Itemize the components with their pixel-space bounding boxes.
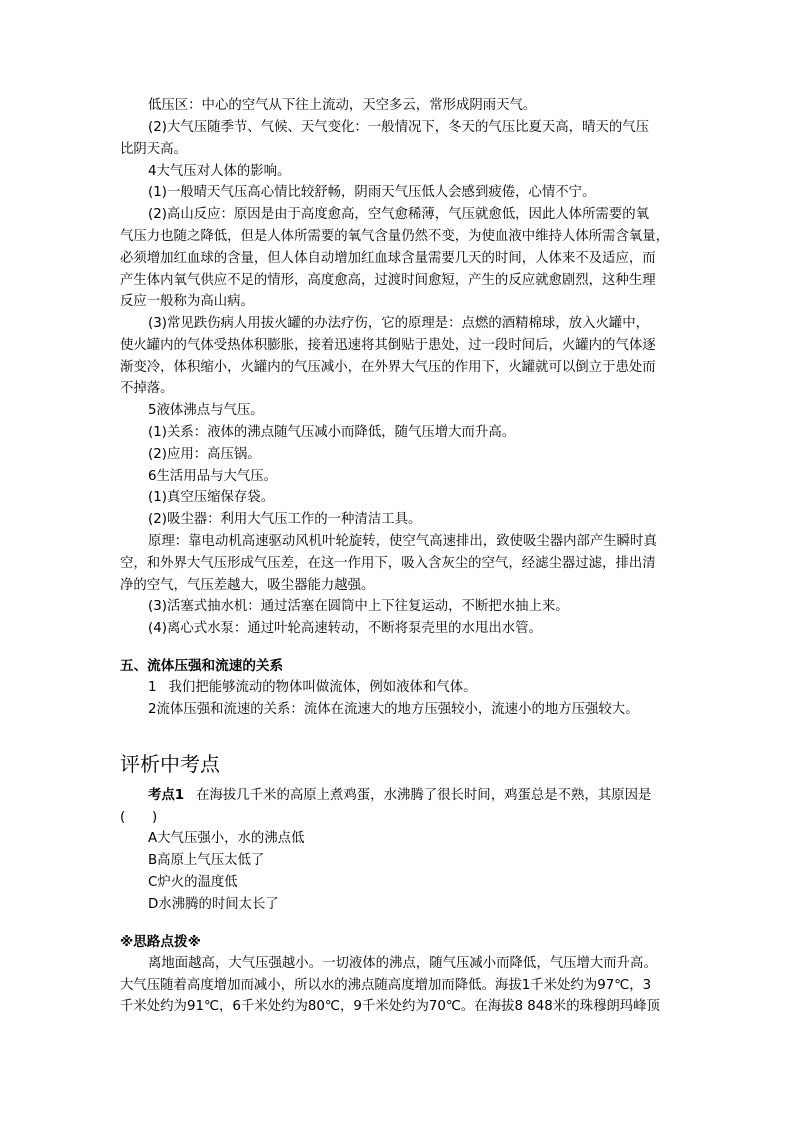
hint-line: 大气压随着高度增加而减小，所以水的沸点随高度增加而降低。海拔1千米处约为97℃，3 [120, 978, 652, 993]
text-line: 净的空气，气压差越大，吸尘器能力越强。 [120, 578, 375, 593]
text-line: (2)大气压随季节、气候、天气变化：一般情况下，冬天的气压比夏天高，晴天的气压 [148, 120, 650, 135]
question-line [148, 786, 680, 806]
text-line: 6生活用品与大气压。 [148, 469, 278, 484]
hint-line: 离地面越高，大气压强越小。一切液体的沸点，随气压减小而降低，气压增大而升高。 [148, 956, 657, 971]
item-text: 我们把能够流动的物体叫做流体，例如液体和气体。 [168, 680, 477, 695]
option-c: C炉火的温度低 [148, 875, 238, 890]
text-line: 产生体内氧气供应不足的情形，高度愈高，过渡时间愈短，产生的反应就愈剧烈，这种生理 [120, 273, 656, 288]
text-line: (3)常见跌伤病人用拔火罐的办法疗伤，它的原理是：点燃的酒精棉球，放入火罐中， [148, 316, 650, 331]
text-line: 不掉落。 [120, 381, 174, 396]
text-line: 低压区：中心的空气从下往上流动，天空多云，常形成阴雨天气。 [148, 98, 537, 113]
hint-line: 千米处约为91℃，6千米处约为80℃，9千米处约为70℃。在海拔8 848米的珠穆朗玛峰顶 [120, 999, 660, 1014]
text-line: 必须增加红血球的含量，但人体自动增加红血球含量需要几天的时间，人体来不及适应，而 [120, 251, 656, 266]
text-line: (1)一般晴天气压高心情比较舒畅，阴雨天气压低人会感到疲倦，心情不宁。 [148, 185, 596, 200]
option-a: A大气压强小，水的沸点低 [148, 831, 305, 846]
text-line: (1)真空压缩保存袋。 [148, 490, 275, 505]
text-line: (2)高山反应：原因是由于高度愈高，空气愈稀薄，气压就愈低，因此人体所需要的氧 [148, 207, 650, 222]
text-line: (2)应用：高压锅。 [148, 447, 261, 462]
section-heading: 五、流体压强和流速的关系 [120, 658, 284, 674]
text-line: (4)离心式水泵：通过叶轮高速转动，不断将泵壳里的水甩出水管。 [148, 621, 542, 636]
point-label: 考点1 [148, 788, 185, 803]
item-number: 1 [148, 680, 157, 695]
text-line: (1)关系：液体的沸点随气压减小而降低，随气压增大而升高。 [148, 425, 516, 440]
section-item [148, 678, 680, 698]
text-line: 原理：靠电动机高速驱动风机叶轮旋转，使空气高速排出，致使吸尘器内部产生瞬时真 [148, 534, 657, 549]
hint-heading: ※思路点拨※ [120, 934, 201, 950]
option-d: D水沸腾的时间太长了 [148, 897, 279, 912]
text-line: 5液体沸点与气压。 [148, 403, 264, 418]
text-line: 使火罐内的气体受热体积膨胀，接着迅速将其倒贴于患处，过一段时间后，火罐内的气体逐 [120, 338, 656, 353]
text-line: 反应一般称为高山病。 [120, 294, 254, 309]
text-line: (2)吸尘器：利用大气压工作的一种清洁工具。 [148, 512, 422, 527]
question-text: 在海拔几千米的高原上煮鸡蛋，水沸腾了很长时间，鸡蛋总是不熟，其原因是 [196, 788, 652, 803]
option-b: B高原上气压太低了 [148, 853, 265, 868]
text-line: 4大气压对人体的影响。 [148, 164, 291, 179]
page-title: 评析中考点 [120, 752, 220, 776]
text-line: (3)活塞式抽水机：通过活塞在圆筒中上下往复运动，不断把水抽上来。 [148, 599, 569, 614]
section-item: 2流体压强和流速的关系：流体在流速大的地方压强较小，流速小的地方压强较大。 [148, 702, 639, 717]
text-line: 空，和外界大气压形成气压差，在这一作用下，吸入含灰尘的空气，经滤尘器过滤，排出清 [120, 556, 656, 571]
text-line: 渐变冷，体积缩小，火罐内的气压减小，在外界大气压的作用下，火罐就可以倒立于患处而 [120, 360, 656, 375]
text-line: 气压力也随之降低，但是人体所需要的氧气含量仍然不变，为使血液中维持人体所需含氧量， [120, 229, 670, 244]
text-line: 比阴天高。 [120, 142, 187, 157]
answer-paren: ( ) [120, 810, 158, 825]
